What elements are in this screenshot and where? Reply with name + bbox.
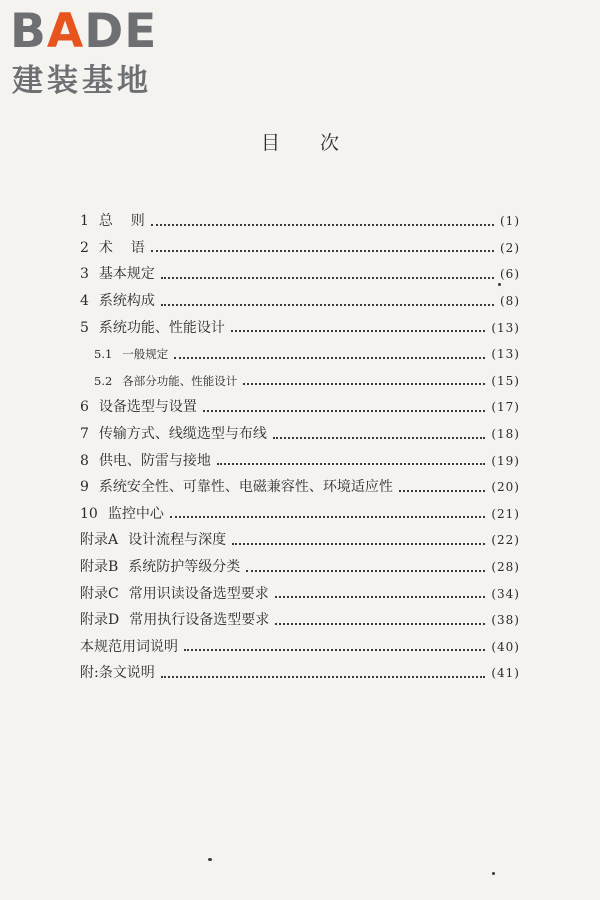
logo-subtitle: 建装基地 bbox=[12, 63, 152, 99]
toc-entry-page: (2) bbox=[500, 240, 520, 255]
table-of-contents bbox=[80, 208, 520, 687]
dot-leader bbox=[243, 382, 485, 385]
toc-entry-page: (18) bbox=[491, 427, 520, 442]
dot-leader bbox=[203, 409, 485, 412]
dot-leader bbox=[231, 329, 485, 332]
toc-entry-title: 基本规定 bbox=[98, 266, 155, 283]
toc-entry-title: 常用识读设备选型要求 bbox=[128, 585, 269, 602]
scan-speck bbox=[498, 283, 501, 286]
toc-entry[interactable] bbox=[80, 208, 520, 235]
toc-entry[interactable] bbox=[80, 447, 520, 474]
toc-entry-number: 9 bbox=[80, 479, 89, 496]
toc-entry[interactable] bbox=[80, 607, 520, 634]
toc-entry[interactable] bbox=[80, 527, 520, 554]
toc-entry[interactable] bbox=[80, 554, 520, 581]
toc-entry-number: 附录D bbox=[80, 612, 120, 629]
scan-speck bbox=[492, 872, 495, 875]
dot-leader bbox=[399, 489, 485, 492]
toc-entry-number: 附录B bbox=[80, 559, 119, 576]
toc-entry-page: (28) bbox=[491, 560, 520, 575]
toc-entry-number: 附录C bbox=[80, 585, 119, 602]
toc-entry-title: 一般规定 bbox=[122, 347, 169, 362]
dot-leader bbox=[184, 648, 485, 651]
toc-entry-page: (8) bbox=[500, 294, 520, 309]
toc-entry[interactable] bbox=[80, 634, 520, 661]
toc-entry-title: 总 则 bbox=[98, 213, 145, 230]
dot-leader bbox=[174, 356, 485, 359]
dot-leader bbox=[275, 622, 485, 625]
toc-entry-page: (1) bbox=[500, 214, 520, 229]
toc-entry-number: 6 bbox=[80, 399, 89, 416]
scan-speck bbox=[208, 858, 212, 861]
toc-entry-page: (6) bbox=[500, 267, 520, 282]
dot-leader bbox=[275, 595, 486, 598]
toc-entry-title: 设备选型与设置 bbox=[98, 399, 197, 416]
toc-entry-title: 各部分功能、性能设计 bbox=[122, 373, 238, 388]
toc-entry-title: 系统功能、性能设计 bbox=[98, 319, 225, 336]
dot-leader bbox=[161, 675, 486, 678]
toc-entry-title: 设计流程与深度 bbox=[128, 532, 227, 549]
dot-leader bbox=[246, 569, 485, 572]
toc-entry[interactable] bbox=[80, 394, 520, 421]
toc-entry-page: (20) bbox=[491, 480, 520, 495]
toc-entry[interactable] bbox=[80, 368, 520, 395]
dot-leader bbox=[273, 436, 485, 439]
toc-entry-title: 系统构成 bbox=[98, 293, 155, 310]
toc-entry[interactable] bbox=[80, 501, 520, 528]
toc-entry-number: 3 bbox=[80, 266, 89, 283]
toc-entry-page: (22) bbox=[491, 533, 520, 548]
toc-entry[interactable] bbox=[80, 580, 520, 607]
toc-entry-title: 传输方式、线缆选型与布线 bbox=[98, 426, 267, 443]
toc-entry-title: 系统安全性、可靠性、电磁兼容性、环境适应性 bbox=[98, 479, 393, 496]
toc-entry-page: (41) bbox=[491, 666, 520, 681]
dot-leader bbox=[161, 276, 494, 279]
toc-entry[interactable] bbox=[80, 421, 520, 448]
toc-entry[interactable] bbox=[80, 261, 520, 288]
toc-entry-page: (38) bbox=[491, 613, 520, 628]
toc-entry-title: 本规范用词说明 bbox=[80, 638, 178, 655]
toc-entry-number: 附录A bbox=[80, 532, 119, 549]
dot-leader bbox=[232, 542, 485, 545]
toc-entry-title: 术 语 bbox=[98, 239, 145, 256]
page-title: 目次 bbox=[260, 132, 379, 154]
toc-entry-number: 5.1 bbox=[94, 347, 113, 362]
toc-entry-number: 10 bbox=[80, 505, 98, 522]
dot-leader bbox=[170, 515, 486, 518]
toc-entry[interactable] bbox=[80, 235, 520, 262]
toc-entry-page: (15) bbox=[491, 373, 520, 388]
toc-entry[interactable] bbox=[80, 288, 520, 315]
toc-entry-page: (17) bbox=[491, 400, 520, 415]
dot-leader bbox=[151, 223, 494, 226]
bade-logo bbox=[10, 6, 180, 100]
dot-leader bbox=[161, 303, 494, 306]
toc-entry[interactable] bbox=[80, 341, 520, 368]
toc-entry-page: (21) bbox=[491, 506, 520, 521]
toc-entry-title: 常用执行设备选型要求 bbox=[129, 612, 270, 629]
toc-entry-title: 供电、防雷与接地 bbox=[98, 452, 211, 469]
toc-entry-number: 4 bbox=[80, 293, 89, 310]
toc-entry-number: 5.2 bbox=[94, 373, 113, 388]
toc-entry-page: (34) bbox=[491, 586, 520, 601]
toc-entry-page: (19) bbox=[491, 453, 520, 468]
dot-leader bbox=[217, 462, 485, 465]
toc-entry-title: 系统防护等级分类 bbox=[128, 559, 241, 576]
toc-entry-page: (13) bbox=[491, 320, 520, 335]
toc-entry-title: 监控中心 bbox=[107, 505, 164, 522]
toc-entry-page: (13) bbox=[491, 347, 520, 362]
toc-entry[interactable] bbox=[80, 660, 520, 687]
toc-entry-title: 附:条文说明 bbox=[80, 665, 155, 682]
logo-wordmark: BADE bbox=[10, 4, 158, 59]
toc-entry[interactable] bbox=[80, 314, 520, 341]
toc-entry[interactable] bbox=[80, 474, 520, 501]
toc-entry-page: (40) bbox=[491, 639, 520, 654]
toc-entry-number: 5 bbox=[80, 319, 89, 336]
toc-entry-number: 1 bbox=[80, 213, 89, 230]
toc-entry-number: 2 bbox=[80, 239, 89, 256]
toc-entry-number: 8 bbox=[80, 452, 89, 469]
toc-entry-number: 7 bbox=[80, 426, 89, 443]
dot-leader bbox=[151, 249, 494, 252]
